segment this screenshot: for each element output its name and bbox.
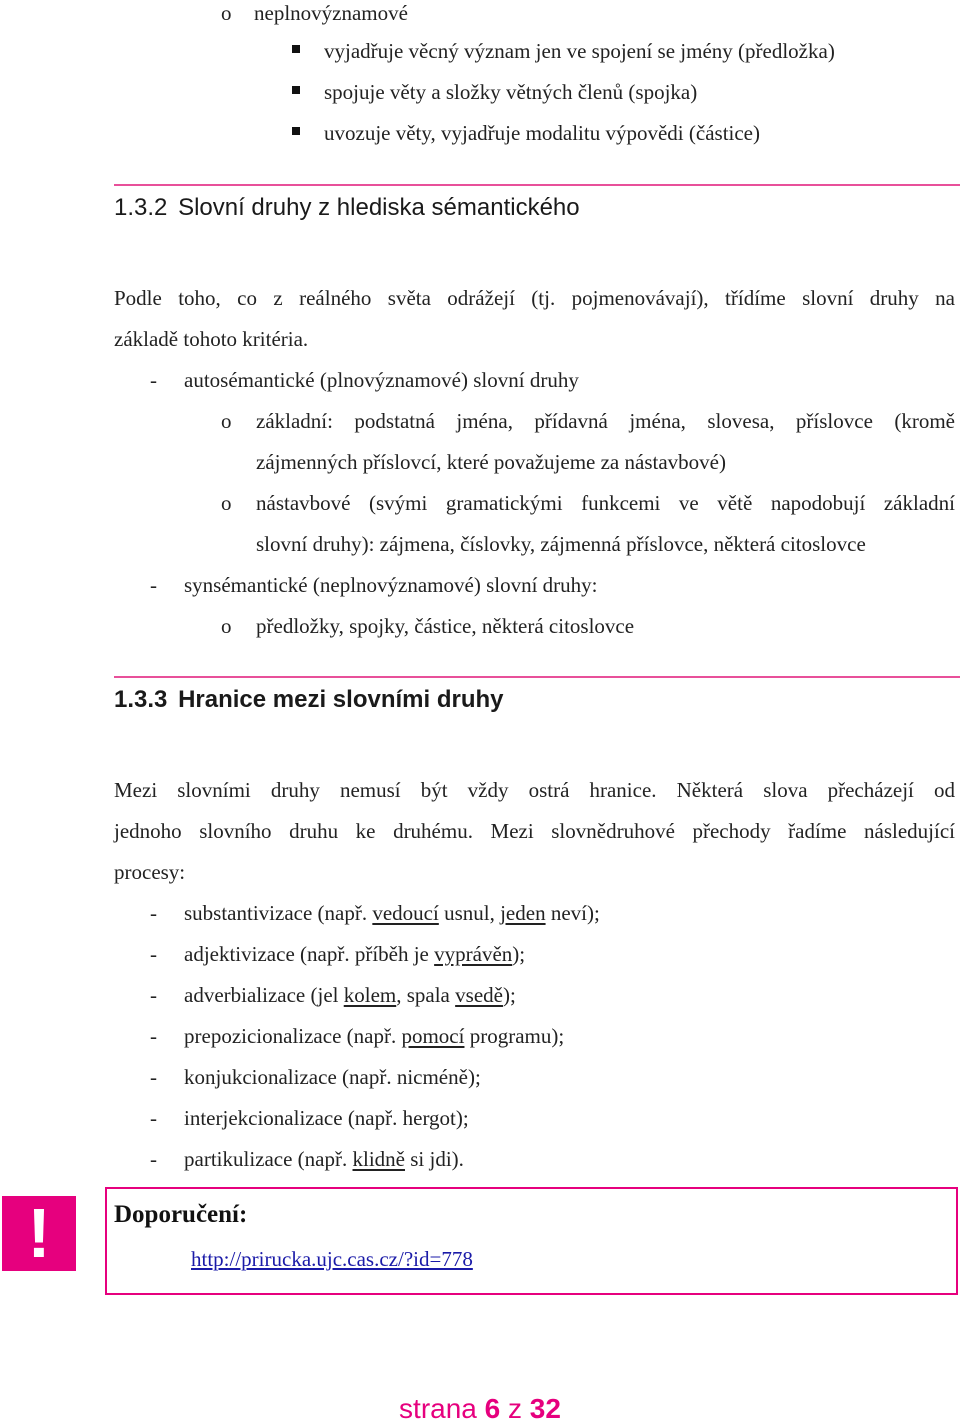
page-footer	[0, 1392, 960, 1426]
section-divider	[114, 676, 960, 678]
exclamation-icon: !	[2, 1196, 76, 1271]
list-marker-dash: -	[150, 1106, 157, 1130]
square-bullet-icon	[292, 45, 300, 53]
process-item: prepozicionalizace (např. pomocí programu);	[184, 1024, 565, 1048]
list-marker-dash: -	[150, 983, 157, 1007]
process-item: adjektivizace (např. příběh je vyprávěn);	[184, 942, 526, 966]
list-marker-dash: -	[150, 1024, 157, 1048]
intro-text: Podle toho, co z reálného světa odrážejí (tj. pojmenovávají), třídíme slovní druhy na	[114, 286, 955, 310]
intro-text: základě tohoto kritéria.	[114, 327, 309, 351]
list-marker-dash: -	[150, 573, 157, 597]
square-bullet-icon	[292, 86, 300, 94]
section-number: 1.3.2	[114, 194, 168, 221]
section-title: Hranice mezi slovními druhy	[178, 686, 504, 713]
bullet-text: uvozuje věty, vyjadřuje modalitu výpovědi (částice)	[324, 121, 760, 145]
section-title: Slovní druhy z hlediska sémantického	[178, 194, 580, 221]
paragraph-text: Mezi slovními druhy nemusí být vždy ostrá hranice. Některá slova přecházejí od	[114, 778, 955, 802]
recommendation-link[interactable]: http://prirucka.ujc.cas.cz/?id=778	[191, 1247, 473, 1271]
list-marker-o: o	[221, 614, 232, 638]
recommendation-label: Doporučení:	[114, 1201, 248, 1228]
footer-page-number: 6	[484, 1393, 501, 1424]
list-item: zájmenných příslovcí, které považujeme za nástavbové)	[256, 450, 726, 474]
section-heading-133	[114, 686, 504, 714]
footer-word: strana	[399, 1393, 477, 1424]
section-heading-132	[114, 194, 580, 222]
process-item: partikulizace (např. klidně si jdi).	[184, 1147, 464, 1171]
list-marker-dash: -	[150, 1065, 157, 1089]
process-item: substantivizace (např. vedoucí usnul, jeden neví);	[184, 901, 600, 925]
list-marker-dash: -	[150, 901, 157, 925]
sub-heading-neplnovyznamove: neplnovýznamové	[254, 1, 408, 25]
process-item: adverbializace (jel kolem, spala vsedě);	[184, 983, 516, 1007]
paragraph-text: jednoho slovního druhu ke druhému. Mezi slovnědruhové přechody řadíme následující	[114, 819, 955, 843]
list-marker-o: o	[221, 409, 232, 433]
list-marker-o: o	[221, 1, 232, 25]
bullet-text: vyjadřuje věcný význam jen ve spojení se jmény (předložka)	[324, 39, 835, 63]
section-number: 1.3.3	[114, 686, 168, 713]
list-item: nástavbové (svými gramatickými funkcemi ve větě napodobují základní	[256, 491, 955, 515]
bullet-text: spojuje věty a složky větných členů (spojka)	[324, 80, 698, 104]
section-divider	[114, 184, 960, 186]
process-item: interjekcionalizace (např. hergot);	[184, 1106, 469, 1130]
list-marker-dash: -	[150, 368, 157, 392]
square-bullet-icon	[292, 127, 300, 135]
list-item: synsémantické (neplnovýznamové) slovní druhy:	[184, 573, 598, 597]
list-item: autosémantické (plnovýznamové) slovní druhy	[184, 368, 579, 392]
list-item: slovní druhy): zájmena, číslovky, zájmenná příslovce, některá citoslovce	[256, 532, 866, 556]
footer-total-pages: 32	[529, 1393, 561, 1424]
list-marker-dash: -	[150, 942, 157, 966]
footer-of: z	[508, 1393, 523, 1424]
paragraph-text: procesy:	[114, 860, 186, 884]
list-item: předložky, spojky, částice, některá citoslovce	[256, 614, 635, 638]
list-marker-o: o	[221, 491, 232, 515]
process-item: konjukcionalizace (např. nicméně);	[184, 1065, 481, 1089]
list-marker-dash: -	[150, 1147, 157, 1171]
list-item: základní: podstatná jména, přídavná jména, slovesa, příslovce (kromě	[256, 409, 955, 433]
